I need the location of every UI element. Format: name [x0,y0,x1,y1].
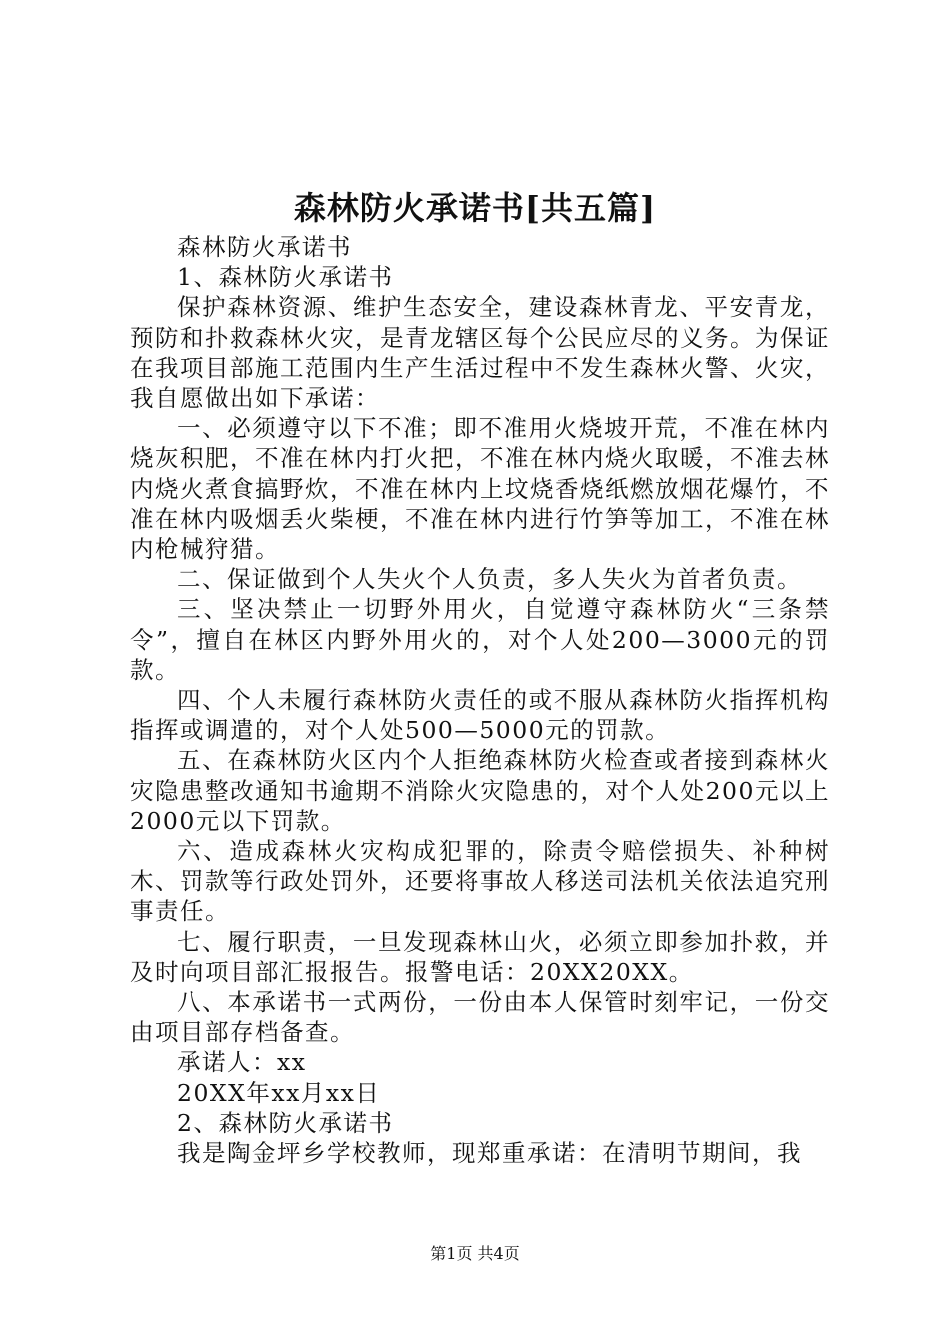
paragraph-intro: 保护森林资源、维护生态安全，建设森林青龙、平安青龙，预防和扑救森林火灾，是青龙辖区每个公民应尽的义务。为保证在我项目部施工范围内生产生活过程中不发生森林火警、火灾，我自愿做出如下承诺： [130,293,830,413]
date-line: 20XX年xx月xx日 [177,1078,381,1107]
subsection-heading-2: 2、森林防火承诺书 [177,1108,394,1137]
document-body [130,232,830,1168]
paragraph-item-7: 七、履行职责，一旦发现森林山火，必须立即参加扑救，并及时向项目部汇报报告。报警电话：20XX20XX。 [130,927,830,986]
signer-line: 承诺人：xx [177,1048,307,1077]
paragraph-item-8: 八、本承诺书一式两份，一份由本人保管时刻牢记，一份交由项目部存档备查。 [130,988,830,1047]
paragraph-item-1: 一、必须遵守以下不准；即不准用火烧坡开荒，不准在林内烧灰积肥，不准在林内打火把，不准在林内烧火取暖，不准去林内烧火煮食搞野炊，不准在林内上坟烧香烧纸燃放烟花爆竹，不准在林内吸烟丢火柴梗，不准在林内进行竹笋等加工，不准在林内枪械狩猎。 [130,414,830,564]
document-title: 森林防火承诺书[共五篇] [293,189,657,227]
page-number-footer: 第1页 共4页 [430,1244,520,1263]
section-heading: 森林防火承诺书 [177,233,352,261]
paragraph-item-4: 四、个人未履行森林防火责任的或不服从森林防火指挥机构指挥或调遣的，对个人处500—5000元的罚款。 [130,686,830,745]
paragraph-pledge-2: 我是陶金坪乡学校教师，现郑重承诺：在清明节期间，我 [177,1139,802,1168]
paragraph-item-6: 六、造成森林火灾构成犯罪的，除责令赔偿损失、补种树木、罚款等行政处罚外，还要将事故人移送司法机关依法追究刑事责任。 [130,837,830,926]
paragraph-item-2: 二、保证做到个人失火个人负责，多人失火为首者负责。 [177,565,802,594]
paragraph-item-5: 五、在森林防火区内个人拒绝森林防火检查或者接到森林火灾隐患整改通知书逾期不消除火灾隐患的，对个人处200元以上2000元以下罚款。 [130,746,830,835]
subsection-heading: 1、森林防火承诺书 [177,263,394,292]
paragraph-item-3: 三、坚决禁止一切野外用火，自觉遵守森林防火“三条禁令”，擅自在林区内野外用火的，对个人处200—3000元的罚款。 [130,595,830,684]
